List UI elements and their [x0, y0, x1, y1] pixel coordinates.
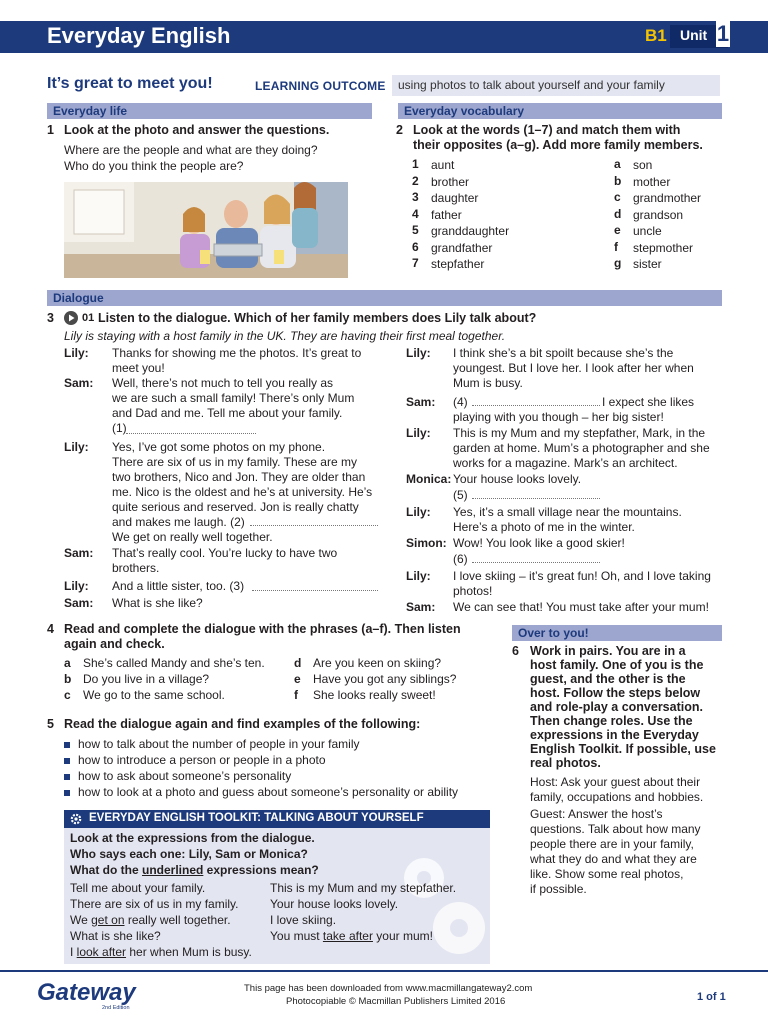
dialogue-line: We can see that! You must take after your mum! [453, 600, 709, 614]
instruction-line: guest, and the other is the [530, 672, 686, 686]
exercise-6-number: 6 [512, 644, 519, 658]
vocab-opposite: grandmother [633, 191, 702, 205]
dialogue-line: and makes me laugh. (2) [112, 515, 245, 529]
option-text: Do you live in a village? [83, 672, 210, 686]
toolkit-header [64, 810, 490, 828]
text: You must [270, 929, 323, 943]
lesson-title: It’s great to meet you! [47, 75, 213, 92]
dialogue-line: Wow! You look like a good skier! [453, 536, 625, 550]
instruction-line: English Toolkit. If possible, use [530, 742, 716, 756]
bullet-item [64, 736, 494, 752]
gap-label: (4) [453, 395, 468, 409]
guest-steps [530, 807, 740, 897]
vocab-letter: d [614, 206, 622, 221]
vocab-letter: e [614, 223, 621, 237]
vocab-number: 1 [412, 157, 419, 171]
vocab-word: daughter [431, 191, 479, 205]
unit-label: Unit [680, 27, 708, 43]
exercise-6-instruction [530, 644, 730, 770]
option-letter: e [294, 672, 301, 686]
step-line: family, occupations and hobbies. [530, 790, 704, 804]
toolkit-expression: Tell me about your family. [70, 881, 206, 895]
dialogue-column-2 [406, 345, 736, 615]
option-text: We go to the same school. [83, 688, 225, 702]
exercise-5-instruction: Read the dialogue again and find examples of the following: [64, 717, 421, 731]
toolkit-body [64, 828, 490, 964]
toolkit-expression: I love skiing. [270, 913, 337, 927]
dialogue-line: We get on really well together. [112, 530, 273, 544]
answer-gap-4[interactable] [472, 405, 600, 406]
vocab-word: grandfather [431, 240, 493, 255]
vocab-opposite: grandson [633, 207, 684, 222]
option-letter: d [294, 656, 302, 670]
toolkit-expression [70, 912, 231, 928]
exercise-2-number: 2 [396, 123, 403, 137]
exercise-5-bullets [64, 736, 494, 800]
vocab-opposite: stepmother [633, 240, 694, 255]
speaker: Sam: [64, 596, 94, 610]
dialogue-line: meet you! [112, 361, 165, 375]
dialogue-intro: Lily is staying with a host family in the UK. They are having their first meal together. [64, 329, 506, 343]
exercise-5-number: 5 [47, 717, 54, 731]
speaker: Monica: [406, 472, 452, 486]
text: What do the [70, 863, 142, 877]
option-letter: b [64, 672, 72, 686]
toolkit-expression: Your house looks lovely. [270, 897, 399, 911]
dialogue-line: youngest. But I love her. I look after her when [453, 361, 694, 375]
exercise-4-number: 4 [47, 622, 54, 636]
speaker: Sam: [406, 395, 436, 409]
speaker: Lily: [406, 505, 431, 519]
toolkit-expression [70, 944, 252, 960]
speaker: Lily: [64, 346, 89, 360]
dialogue-line: and Dad and me. Tell me about your family. [112, 406, 343, 420]
dialogue-line: And a little sister, too. (3) [112, 579, 245, 593]
bullet-text: how to introduce a person or people in a photo [78, 753, 326, 767]
text: expressions mean? [203, 863, 319, 877]
answer-gap-3[interactable] [252, 590, 378, 591]
dialogue-line: Here’s a photo of me in the winter. [453, 520, 635, 534]
dialogue-line: Yes, I’ve got some photos on my phone. [112, 440, 326, 454]
section-everyday-life: Everyday life [47, 103, 372, 119]
speaker: Sam: [64, 376, 94, 390]
bullet-text: how to ask about someone’s personality [78, 769, 292, 783]
exercise-1-number: 1 [47, 123, 54, 137]
instruction-line: Then change roles. Use the [530, 714, 693, 728]
exercise-3-number: 3 [47, 311, 54, 325]
toolkit-question: Who says each one: Lily, Sam or Monica? [70, 847, 308, 861]
vocab-row [412, 223, 712, 240]
speaker: Simon: [406, 536, 447, 550]
speaker: Lily: [406, 569, 431, 583]
vocab-opposite: uncle [633, 224, 662, 238]
exercise-4-instruction: again and check. [64, 637, 165, 651]
dialogue-line: Yes, it’s a small village near the mountains. [453, 505, 682, 519]
step-line: what they do and what they are [530, 852, 697, 866]
level-badge: B1 [645, 26, 667, 45]
dialogue-line: two brothers, Nico and Jon. They are older than [112, 470, 366, 484]
host-steps [530, 775, 740, 805]
dialogue-line: This is my Mum and my stepfather, Mark, in the [453, 426, 706, 440]
answer-gap-1[interactable] [126, 433, 256, 434]
exercise-1-question: Where are the people and what are they doing? [64, 143, 318, 157]
dialogue-column-1 [64, 345, 394, 615]
dialogue-line: I expect she likes [602, 395, 695, 409]
vocab-row [412, 207, 712, 224]
learning-outcome-label: LEARNING OUTCOME [255, 79, 386, 93]
section-everyday-vocabulary: Everyday vocabulary [398, 103, 722, 119]
step-line: people there are in your family, [530, 837, 694, 851]
footer-copyright: Photocopiable © Macmillan Publishers Limited 2016 [286, 996, 506, 1007]
bullet-item [64, 768, 494, 784]
step-line: Host: Ask your guest about their [530, 775, 701, 789]
instruction-line: expressions in the Everyday [530, 728, 699, 742]
text: her when Mum is busy. [126, 945, 252, 959]
dialogue-line: Thanks for showing me the photos. It’s great to [112, 346, 362, 360]
toolkit-expression: What is she like? [70, 929, 161, 943]
vocab-number: 2 [412, 173, 419, 188]
dialogue-line: playing with you though – her big sister! [453, 410, 664, 424]
text: really well together. [124, 913, 231, 927]
dialogue-line: Well, there’s not much to tell you really as [112, 376, 333, 390]
dialogue-line: garden at home. Mum’s a photographer and she [453, 441, 710, 455]
underlined-phrase: take after [322, 929, 373, 943]
toolkit-expression: There are six of us in my family. [70, 897, 239, 911]
footer-divider [0, 970, 768, 972]
toolkit-gear-icon [69, 812, 83, 829]
logo-edition: 2nd Edition [102, 1005, 130, 1011]
dialogue-line: What is she like? [112, 596, 203, 610]
bullet-item [64, 784, 494, 800]
text: We [70, 913, 92, 927]
vocab-number: 4 [412, 206, 419, 221]
section-dialogue: Dialogue [47, 290, 722, 306]
speaker: Sam: [64, 546, 94, 560]
underlined-phrase: get on [91, 913, 125, 927]
bullet-text: how to talk about the number of people in your family [78, 737, 360, 751]
instruction-line: host family. One of you is the [530, 658, 704, 672]
option-text: She looks really sweet! [313, 688, 436, 702]
learning-outcome-text: using photos to talk about yourself and your family [392, 75, 720, 96]
vocab-number: 5 [412, 223, 419, 237]
vocab-letter: c [614, 190, 621, 204]
exercise-2-instruction: Look at the words (1–7) and match them with [413, 123, 681, 137]
bullet-text: how to look at a photo and guess about someone’s personality or ability [78, 785, 459, 799]
dialogue-line: Mum is busy. [453, 376, 523, 390]
dialogue-line: I think she’s a bit spoilt because she’s the [453, 346, 674, 360]
vocab-letter: b [614, 173, 622, 188]
vocab-opposite: son [633, 158, 653, 172]
header-bar [0, 21, 768, 53]
answer-gap-5[interactable] [472, 498, 600, 499]
dialogue-line: works for a magazine. Mark’s an architect. [453, 456, 678, 470]
toolkit-expression [270, 928, 433, 944]
vocab-row [412, 190, 712, 207]
audio-track-number: 01 [82, 312, 95, 324]
dialogue-line: we are such a small family! There’s only Mum [112, 391, 355, 405]
step-line: if possible. [530, 882, 587, 896]
speaker: Lily: [64, 440, 89, 454]
vocab-letter: g [614, 256, 622, 270]
vocab-word: father [431, 207, 462, 222]
dialogue-line: quite serious and reserved. Jon is really chatty [112, 500, 359, 514]
instruction-line: real photos. [530, 756, 601, 770]
answer-gap-6[interactable] [472, 562, 600, 563]
exercise-4-instruction: Read and complete the dialogue with the phrases (a–f). Then listen [64, 622, 461, 636]
instruction-line: host. Follow the steps below [530, 686, 701, 700]
text: I [70, 945, 77, 959]
toolkit-question: Look at the expressions from the dialogue. [70, 831, 315, 845]
vocab-number: 7 [412, 256, 419, 270]
option-letter: c [64, 688, 71, 702]
instruction-line: and role-play a conversation. [530, 700, 703, 714]
speaker: Lily: [406, 426, 431, 440]
vocab-letter: f [614, 239, 618, 254]
unit-number: 1 [716, 21, 730, 46]
header-title: Everyday English [47, 23, 231, 48]
step-line: Guest: Answer the host’s [530, 807, 663, 821]
section-over-to-you: Over to you! [512, 625, 722, 641]
dialogue-line: That’s really cool. You’re lucky to have two [112, 546, 338, 560]
option-text: She’s called Mandy and she’s ten. [83, 656, 265, 670]
option-text: Are you keen on skiing? [313, 656, 442, 670]
vocab-row [412, 174, 712, 191]
vocab-row [412, 256, 712, 273]
gap-label: (6) [453, 552, 468, 566]
gap-label: (1) [112, 421, 127, 435]
dialogue-line: me. Nico is the oldest and he’s at university. He’s [112, 485, 373, 499]
underlined-phrase: look after [76, 945, 127, 959]
dialogue-line: photos! [453, 584, 493, 598]
exercise-3-instruction: Listen to the dialogue. Which of her family members does Lily talk about? [98, 311, 537, 325]
vocab-word: brother [431, 174, 470, 189]
vocabulary-match-list [412, 157, 712, 273]
vocab-opposite: sister [633, 257, 662, 271]
vocab-word: granddaughter [431, 224, 510, 238]
exercise-1-question: Who do you think the people are? [64, 159, 244, 173]
exercise-1-instruction: Look at the photo and answer the questions. [64, 123, 330, 137]
dialogue-line: I love skiing – it’s great fun! Oh, and I love taking [453, 569, 711, 583]
option-letter: a [64, 656, 71, 670]
answer-gap-2[interactable] [250, 525, 378, 526]
toolkit-expression: This is my Mum and my stepfather. [270, 881, 457, 895]
vocab-row [412, 157, 712, 174]
toolkit-question [70, 863, 319, 877]
option-letter: f [294, 688, 298, 702]
dialogue-line: Your house looks lovely. [453, 472, 582, 486]
bullet-item [64, 752, 494, 768]
step-line: questions. Talk about how many [530, 822, 701, 836]
vocab-letter: a [614, 157, 621, 171]
speaker: Sam: [406, 600, 436, 614]
dialogue-line: brothers. [112, 561, 160, 575]
vocab-opposite: mother [633, 174, 671, 189]
vocab-row [412, 240, 712, 257]
speaker: Lily: [64, 579, 89, 593]
page-number: 1 of 1 [697, 991, 726, 1003]
option-text: Have you got any siblings? [313, 672, 457, 686]
vocab-number: 6 [412, 239, 419, 254]
step-line: like. Show some real photos, [530, 867, 684, 881]
exercise-2-instruction: their opposites (a–g). Add more family members. [413, 138, 703, 152]
speaker: Lily: [406, 346, 431, 360]
vocab-word: aunt [431, 158, 455, 172]
vocab-number: 3 [412, 190, 419, 204]
text: your mum! [372, 929, 433, 943]
gateway-logo: Gateway [37, 979, 136, 1006]
vocab-word: stepfather [431, 257, 485, 271]
audio-play-icon[interactable] [63, 310, 79, 331]
family-photo [64, 182, 348, 278]
footer-download-text: This page has been downloaded from www.macmillangateway2.com [244, 983, 533, 994]
toolkit-heading: EVERYDAY ENGLISH TOOLKIT: TALKING ABOUT YOURSELF [89, 812, 424, 824]
gap-label: (5) [453, 488, 468, 502]
phrase-options [64, 655, 484, 707]
underlined-word: underlined [142, 863, 204, 877]
dialogue-line: There are six of us in my family. These are my [112, 455, 357, 469]
instruction-line: Work in pairs. You are in a [530, 644, 686, 658]
